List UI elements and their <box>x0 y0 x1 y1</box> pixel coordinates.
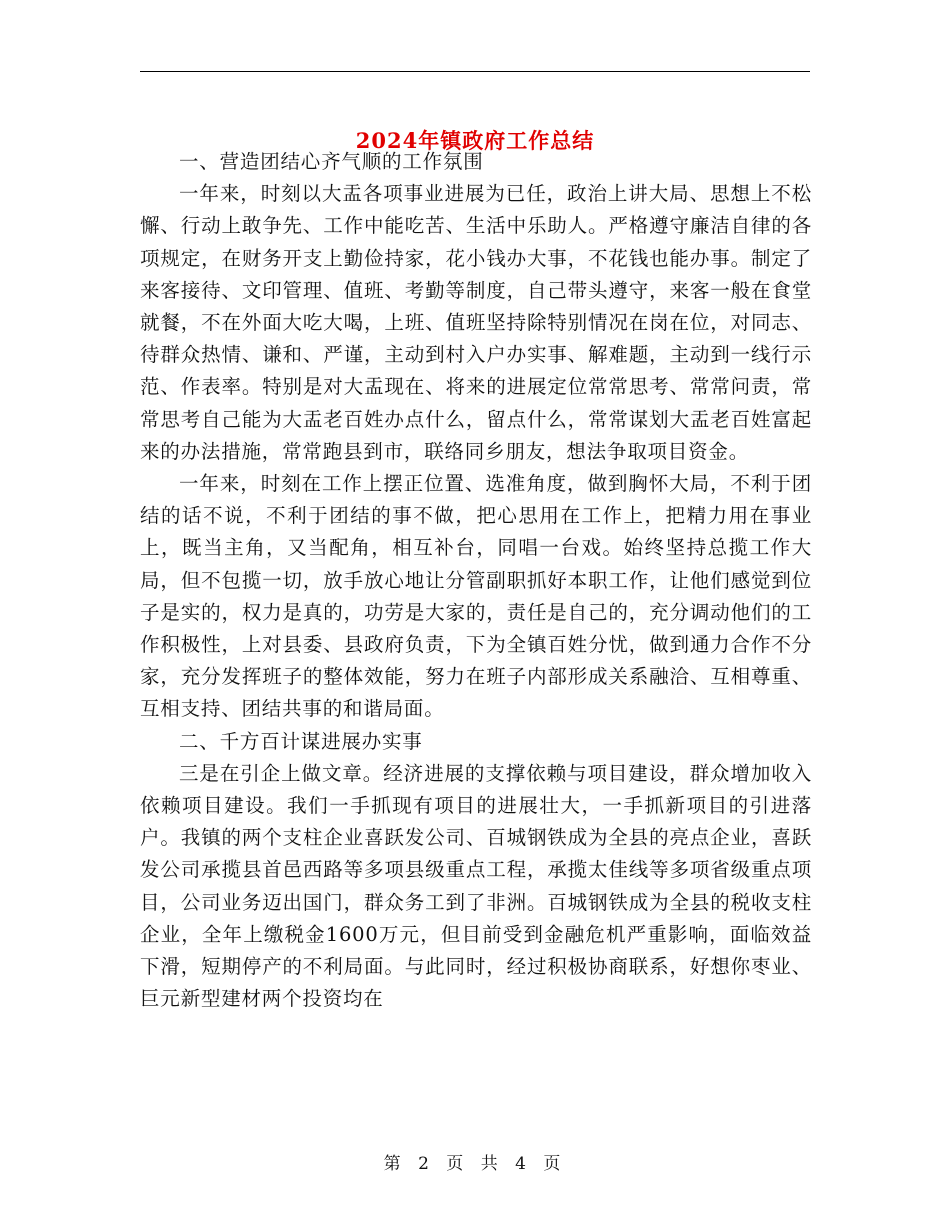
header-rule <box>140 71 810 72</box>
paragraph: 一年来，时刻在工作上摆正位置、选准角度，做到胸怀大局，不利于团结的话不说，不利于团结的事不做，把心思用在工作上，把精力用在事业上，既当主角，又当配角，相互补台，同唱一台戏。始终坚持总揽工作大局，但不包揽一切，放手放心地让分管副职抓好本职工作，让他们感觉到位子是实的，权力是真的，功劳是大家的，责任是自己的，充分调动他们的工作积极性，上对县委、县政府负责，下为全镇百姓分忧，做到通力合作不分家，充分发挥班子的整体效能，努力在班子内部形成关系融洽、互相尊重、互相支持、团结共事的和谐局面。 <box>140 472 812 721</box>
section-heading-1: 一、营造团结心齐气顺的工作氛围 <box>179 150 484 173</box>
document-title: 2024年镇政府工作总结 <box>355 128 595 154</box>
paragraph: 三是在引企上做文章。经济进展的支撑依赖与项目建设，群众增加收入依赖项目建设。我们一手抓现有项目的进展壮大，一手抓新项目的引进落户。我镇的两个支柱企业喜跃发公司、百城钢铁成为全县的亮点企业，喜跃发公司承揽县首邑西路等多项县级重点工程，承揽太佳线等多项省级重点项目，公司业务迈出国门，群众务工到了非洲。百城钢铁成为全县的税收支柱企业，全年上缴税金1600万元，但目前受到金融危机严重影响，面临效益下滑，短期停产的不利局面。与此同时，经过积极协商联系，好想你枣业、巨元新型建材两个投资均在 <box>140 761 812 1011</box>
paragraph: 一年来，时刻以大盂各项事业进展为已任，政治上讲大局、思想上不松懈、行动上敢争先、工作中能吃苦、生活中乐助人。严格遵守廉洁自律的各项规定，在财务开支上勤俭持家，花小钱办大事，不花钱也能办事。制定了来客接待、文印管理、值班、考勤等制度，自己带头遵守，来客一般在食堂就餐，不在外面大吃大喝，上班、值班坚持除特别情况在岗在位，对同志、待群众热情、谦和、严谨，主动到村入户办实事、解难题，主动到一线行示范、作表率。特别是对大盂现在、将来的进展定位常常思考、常常问责，常常思考自己能为大盂老百姓办点什么，留点什么，常常谋划大盂老百姓富起来的办法措施，常常跑县到市，联络同乡朋友，想法争取项目资金。 <box>140 182 812 463</box>
document-body <box>140 146 812 1015</box>
section-heading-2: 二、千方百计谋进展办实事 <box>179 729 423 753</box>
page-number-footer: 第 2 页 共 4 页 <box>383 1154 567 1174</box>
